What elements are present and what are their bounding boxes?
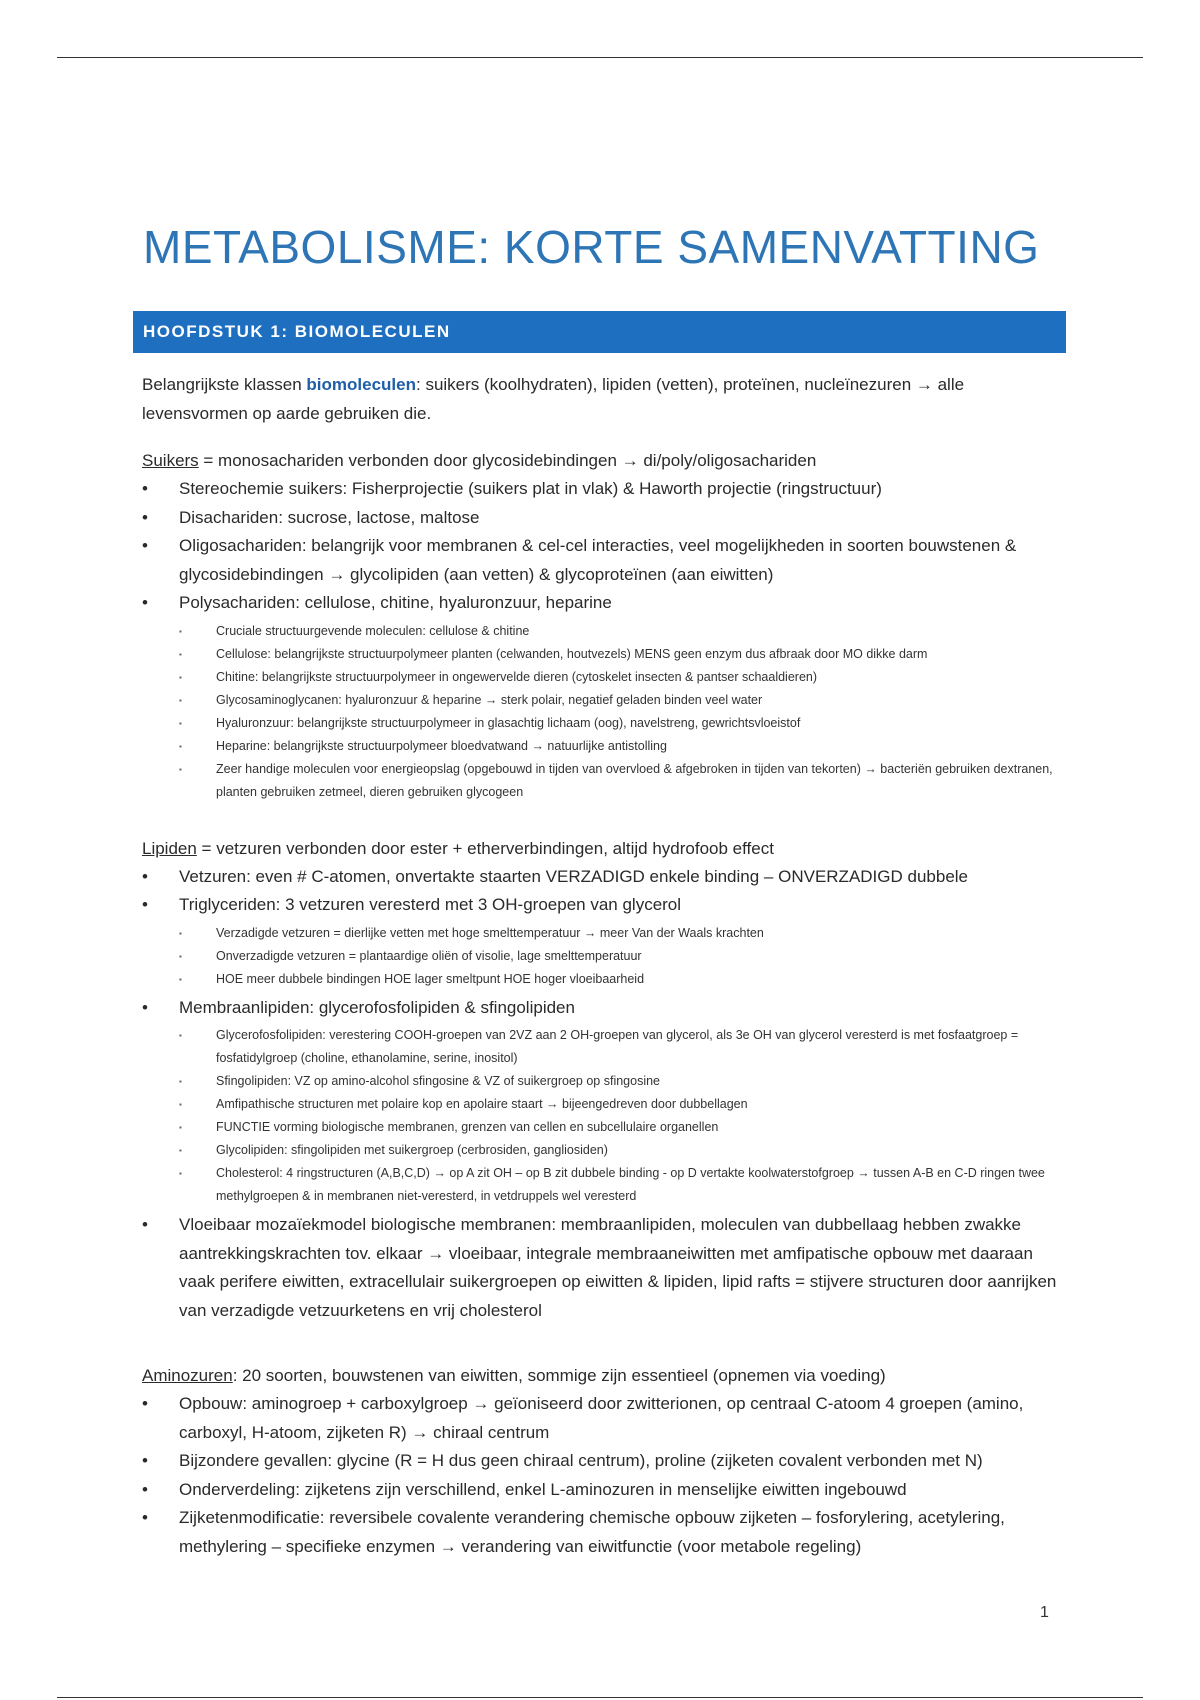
sub-bullet-item: ▪ Amfipathische structuren met polaire kop en apolaire staart → bijeengedreven door dubbellagen xyxy=(179,1093,1057,1116)
sub-bullet-item: ▪ Sfingolipiden: VZ op amino-alcohol sfingosine & VZ of suikergroep op sfingosine xyxy=(179,1070,1057,1093)
sub-bullet-item: ▪ HOE meer dubbele bindingen HOE lager smeltpunt HOE hoger vloeibaarheid xyxy=(179,968,1057,991)
bullet-list xyxy=(142,1390,1057,1561)
sub-bullet-item: ▪ Onverzadigde vetzuren = plantaardige oliën of visolie, lage smelttemperatuur xyxy=(179,945,1057,968)
section-term: Suikers xyxy=(142,451,199,470)
sub-bullet-list xyxy=(179,922,1057,991)
document-body xyxy=(142,370,1057,1591)
sub-bullet-item: ▪ Glycosaminoglycanen: hyaluronzuur & heparine → sterk polair, negatief geladen binden veel water xyxy=(179,689,1057,712)
sub-bullet-item: ▪ Cruciale structuurgevende moleculen: cellulose & chitine xyxy=(179,620,1057,643)
bullet-item xyxy=(142,994,1057,1209)
intro-paragraph xyxy=(142,370,1057,428)
bullet-item: • Vetzuren: even # C-atomen, onvertakte staarten VERZADIGD enkele binding – ONVERZADIGD dubbele xyxy=(142,863,1057,892)
section-heading xyxy=(142,446,1057,475)
bullet-list xyxy=(142,475,1057,804)
bullet-item: • Oligosachariden: belangrijk voor membranen & cel-cel interacties, veel mogelijkheden in soorten bouwstenen & glycosidebindingen → glycolipiden (aan vetten) & glycoproteïnen (aan eiwitten) xyxy=(142,532,1057,589)
sub-bullet-item: ▪ Chitine: belangrijkste structuurpolymeer in ongewervelde dieren (cytoskelet insecten & pantser schaaldieren) xyxy=(179,666,1057,689)
intro-suffix: : suikers (koolhydraten), lipiden (vetten), proteïnen, nucleïnezuren → alle levensvormen op aarde gebruiken die. xyxy=(142,375,965,423)
sub-bullet-item: ▪ Zeer handige moleculen voor energieopslag (opgebouwd in tijden van overvloed & afgebroken in tijden van tekorten) → bacteriën gebruiken dextranen, planten gebruiken zetmeel, dieren gebruiken glycogeen xyxy=(179,758,1057,804)
bullet-text: Polysachariden: cellulose, chitine, hyaluronzuur, heparine xyxy=(179,593,612,612)
bullet-text: Triglyceriden: 3 vetzuren veresterd met 3 OH-groepen van glycerol xyxy=(179,895,682,914)
bullet-item: • Bijzondere gevallen: glycine (R = H dus geen chiraal centrum), proline (zijketen covalent verbonden met N) xyxy=(142,1447,1057,1476)
section-definition: : 20 soorten, bouwstenen van eiwitten, sommige zijn essentieel (opnemen via voeding) xyxy=(232,1366,886,1385)
bullet-item xyxy=(142,891,1057,991)
sub-bullet-item: ▪ Cellulose: belangrijkste structuurpolymeer planten (celwanden, houtvezels) MENS geen enzym dus afbraak door MO dikke darm xyxy=(179,643,1057,666)
sub-bullet-item: ▪ Glycolipiden: sfingolipiden met suikergroep (cerbrosiden, gangliosiden) xyxy=(179,1139,1057,1162)
section-suikers xyxy=(142,446,1057,804)
bullet-list xyxy=(142,863,1057,1326)
chapter-heading: HOOFDSTUK 1: BIOMOLECULEN xyxy=(133,311,1066,353)
document-title: METABOLISME: KORTE SAMENVATTING xyxy=(143,221,1040,273)
page-number: 1 xyxy=(1040,1604,1049,1621)
section-term: Lipiden xyxy=(142,838,197,858)
intro-keyword: biomoleculen xyxy=(306,375,416,394)
section-heading xyxy=(142,1361,1057,1390)
sub-bullet-item: ▪ Glycerofosfolipiden: verestering COOH-groepen van 2VZ aan 2 OH-groepen van glycerol, als 3e OH van glycerol veresterd is met fosfaatgroep = fosfatidylgroep (choline, ethanolamine, serine, inositol) xyxy=(179,1024,1057,1070)
bullet-text: Membraanlipiden: glycerofosfolipiden & sfingolipiden xyxy=(179,997,575,1017)
sub-bullet-item: ▪ Heparine: belangrijkste structuurpolymeer bloedvatwand → natuurlijke antistolling xyxy=(179,735,1057,758)
bullet-item: • Onderverdeling: zijketens zijn verschillend, enkel L-aminozuren in menselijke eiwitten ingebouwd xyxy=(142,1476,1057,1505)
footer-rule xyxy=(57,1697,1143,1698)
bullet-item: • Opbouw: aminogroep + carboxylgroep → geïoniseerd door zwitterionen, op centraal C-atoom 4 groepen (amino, carboxyl, H-atoom, zijketen R) → chiraal centrum xyxy=(142,1390,1057,1447)
sub-bullet-item: ▪ Hyaluronzuur: belangrijkste structuurpolymeer in glasachtig lichaam (oog), navelstreng, gewrichtsvloeistof xyxy=(179,712,1057,735)
section-heading xyxy=(142,834,1057,863)
sub-bullet-item: ▪ FUNCTIE vorming biologische membranen, grenzen van cellen en subcellulaire organellen xyxy=(179,1116,1057,1139)
bullet-item: • Vloeibaar mozaïekmodel biologische membranen: membraanlipiden, moleculen van dubbellaag hebben zwakke aantrekkingskrachten tov. elkaar → vloeibaar, integrale membraaneiwitten met amfipatische opbouw met daaraan vaak perifere eiwitten, extracellulair suikergroepen op eiwitten & lipiden, lipid rafts = stijvere structuren door aanrijken van verzadigde vetzuurketens en vrij cholesterol xyxy=(142,1211,1057,1325)
section-term: Aminozuren xyxy=(142,1366,233,1385)
bullet-item xyxy=(142,589,1057,804)
section-definition: = monosachariden verbonden door glycosidebindingen → di/poly/oligosachariden xyxy=(198,451,817,470)
intro-prefix: Belangrijkste klassen xyxy=(142,375,307,394)
section-lipiden xyxy=(142,834,1057,1326)
sub-bullet-list xyxy=(179,1024,1057,1208)
section-definition: = vetzuren verbonden door ester + etherverbindingen, altijd hydrofoob effect xyxy=(196,838,774,858)
section-aminozuren xyxy=(142,1361,1057,1561)
bullet-item: • Disachariden: sucrose, lactose, maltose xyxy=(142,504,1057,533)
bullet-item: • Stereochemie suikers: Fisherprojectie (suikers plat in vlak) & Haworth projectie (ringstructuur) xyxy=(142,475,1057,504)
bullet-item: • Zijketenmodificatie: reversibele covalente verandering chemische opbouw zijketen – fosforylering, acetylering, methylering – specifieke enzymen → verandering van eiwitfunctie (voor metabole regeling) xyxy=(142,1504,1057,1561)
sub-bullet-item: ▪ Cholesterol: 4 ringstructuren (A,B,C,D) → op A zit OH – op B zit dubbele binding - op D vertakte koolwaterstofgroep → tussen A-B en C-D ringen twee methylgroepen & in membranen niet-veresterd, in vetdruppels wel veresterd xyxy=(179,1162,1057,1208)
sub-bullet-list xyxy=(179,620,1057,804)
header-rule xyxy=(57,57,1143,58)
sub-bullet-item: ▪ Verzadigde vetzuren = dierlijke vetten met hoge smelttemperatuur → meer Van der Waals krachten xyxy=(179,922,1057,945)
